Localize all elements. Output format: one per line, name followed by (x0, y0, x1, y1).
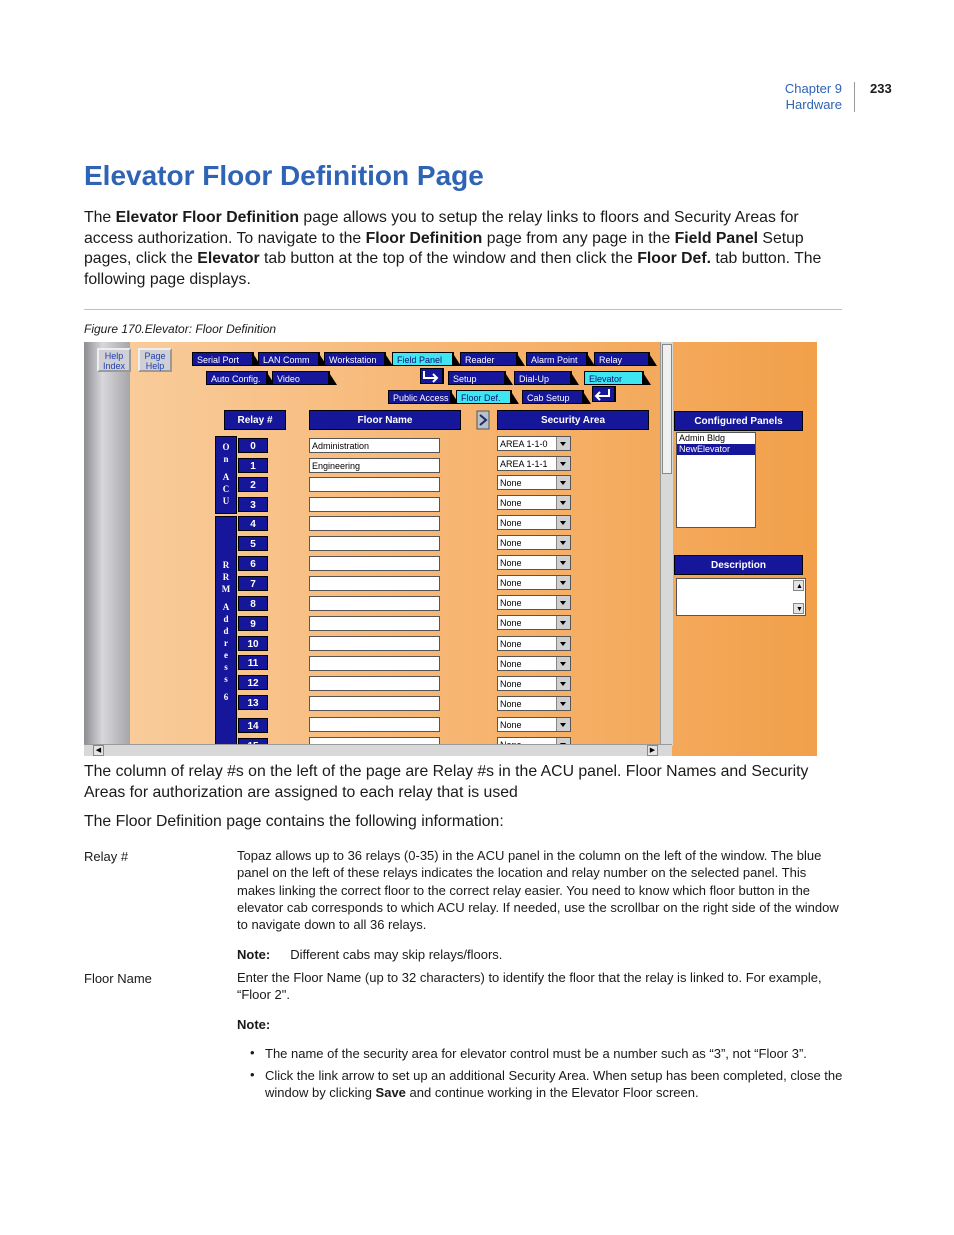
link-arrow-icon[interactable] (476, 410, 490, 430)
bullet-security-area-name: The name of the security area for elevator control must be a number such as “3”, not “Floor 3”. (265, 1046, 807, 1061)
scroll-down-icon[interactable]: ▼ (793, 603, 804, 614)
chevron-down-icon[interactable] (556, 718, 570, 731)
security-area-select[interactable]: AREA 1-1-1 (497, 456, 571, 471)
security-area-select[interactable]: None (497, 475, 571, 490)
relay-number: 7 (238, 576, 268, 591)
security-area-select[interactable]: None (497, 717, 571, 732)
description-header: Description (674, 555, 803, 575)
floor-name-note-label: Note: (237, 1017, 271, 1032)
floor-name-input[interactable] (309, 696, 440, 711)
relay-number: 12 (238, 675, 268, 690)
term-floor-name: Floor Name (84, 971, 152, 986)
list-item[interactable]: NewElevator (677, 444, 755, 455)
header-divider (854, 82, 855, 112)
chevron-down-icon[interactable] (556, 516, 570, 529)
intro-paragraph: The Elevator Floor Definition page allows you to setup the relay links to floors and Security Areas for access authorization. To navigate to the Floor Definition page from any page in the Field Panel Setup pages, click the Elevator tab button at the top of the window and then click the Floor Def. tab button. The following page displays. (84, 209, 822, 288)
scroll-up-icon[interactable]: ▲ (793, 580, 804, 591)
relay-explanation-paragraph: The column of relay #s on the left of the page are Relay #s in the ACU panel. Floor Names and Security Areas for authorization are assigned to each relay that is used (84, 763, 809, 801)
page-help-button[interactable]: Page Help (138, 348, 172, 372)
section-divider (84, 309, 842, 310)
chevron-down-icon[interactable] (556, 556, 570, 569)
security-area-select[interactable]: None (497, 495, 571, 510)
elevator-floor-definition-screenshot (84, 342, 817, 756)
description-textarea[interactable] (676, 578, 806, 616)
floor-name-input[interactable] (309, 556, 440, 571)
floor-name-input[interactable]: Engineering (309, 458, 440, 473)
security-area-select[interactable]: AREA 1-1-0 (497, 436, 571, 451)
chevron-down-icon[interactable] (556, 616, 570, 629)
tab-reader[interactable]: Reader (460, 352, 518, 366)
figure-caption: Figure 170.Elevator: Floor Definition (84, 322, 277, 336)
chevron-down-icon[interactable] (556, 637, 570, 650)
chevron-down-icon[interactable] (556, 576, 570, 589)
floor-name-input[interactable] (309, 576, 440, 591)
relay-column-header: Relay # (224, 410, 286, 430)
chevron-down-icon[interactable] (556, 496, 570, 509)
scrollbar-thumb[interactable] (662, 344, 672, 474)
bullet-link-arrow: Click the link arrow to set up an additional Security Area. When setup has been completed, close the window by clicking Save and continue working in the Elevator Floor screen. (265, 1068, 843, 1100)
relay-number: 2 (238, 477, 268, 492)
floor-name-input[interactable] (309, 536, 440, 551)
relay-number: 1 (238, 458, 268, 473)
section-label: Hardware (785, 97, 842, 112)
relay-number: 8 (238, 596, 268, 611)
vertical-scrollbar[interactable] (660, 342, 673, 746)
security-area-select[interactable]: None (497, 696, 571, 711)
security-area-select[interactable]: None (497, 595, 571, 610)
chevron-down-icon[interactable] (556, 596, 570, 609)
relay-number: 10 (238, 636, 268, 651)
horizontal-scrollbar[interactable] (84, 744, 672, 756)
relay-number: 14 (238, 718, 268, 733)
floor-name-input[interactable] (309, 497, 440, 512)
security-area-column-header: Security Area (497, 410, 649, 430)
help-index-button[interactable]: Help Index (97, 348, 131, 372)
tab-alarm-point[interactable]: Alarm Point (526, 352, 588, 366)
relay-number: 13 (238, 695, 268, 710)
floor-name-column-header: Floor Name (309, 410, 461, 430)
chapter-label: Chapter 9 (784, 81, 842, 96)
tab-public-access[interactable]: Public Access (388, 390, 452, 404)
security-area-select[interactable]: None (497, 555, 571, 570)
tab-relay[interactable]: Relay (594, 352, 650, 366)
return-arrow-icon (421, 369, 441, 383)
relay-number: 11 (238, 655, 268, 670)
security-area-select[interactable]: None (497, 515, 571, 530)
chevron-down-icon[interactable] (556, 457, 570, 470)
return-button[interactable] (592, 386, 616, 402)
relay-number: 5 (238, 536, 268, 551)
tab-serial-port[interactable]: Serial Port (192, 352, 254, 366)
term-relay: Relay # (84, 849, 129, 864)
relay-number: 0 (238, 438, 268, 453)
bullet-marker: • (250, 1045, 255, 1060)
security-area-select[interactable]: None (497, 636, 571, 651)
page-number: 233 (870, 81, 892, 96)
configured-panels-header: Configured Panels (674, 411, 803, 431)
relay-number: 3 (238, 497, 268, 512)
chevron-down-icon[interactable] (556, 536, 570, 549)
security-area-select[interactable]: None (497, 535, 571, 550)
chevron-down-icon[interactable] (556, 437, 570, 450)
floor-name-input[interactable]: Administration (309, 438, 440, 453)
chevron-down-icon[interactable] (556, 476, 570, 489)
tab-setup[interactable]: Setup (448, 371, 506, 385)
tab-lan-comm[interactable]: LAN Comm (258, 352, 320, 366)
scroll-left-icon[interactable]: ◀ (93, 745, 104, 756)
scroll-right-icon[interactable]: ▶ (647, 745, 658, 756)
relay-number: 6 (238, 556, 268, 571)
configured-panels-list[interactable] (676, 432, 756, 528)
chevron-down-icon[interactable] (556, 677, 570, 690)
floor-name-input[interactable] (309, 676, 440, 691)
floor-name-input[interactable] (309, 717, 440, 732)
security-area-select[interactable]: None (497, 656, 571, 671)
tab-floor-def[interactable]: Floor Def. (456, 390, 512, 404)
back-arrow-button[interactable] (420, 368, 444, 384)
tab-video[interactable]: Video (272, 371, 330, 385)
floor-name-input[interactable] (309, 596, 440, 611)
security-area-select[interactable]: None (497, 615, 571, 630)
page-title: Elevator Floor Definition Page (84, 160, 484, 191)
metal-side-panel (84, 342, 130, 756)
floor-name-input[interactable] (309, 656, 440, 671)
tab-auto-config[interactable]: Auto Config. (206, 371, 268, 385)
list-item[interactable]: Admin Bldg (679, 433, 726, 443)
tab-workstation[interactable]: Workstation (324, 352, 386, 366)
chevron-down-icon[interactable] (556, 657, 570, 670)
tab-elevator[interactable]: Elevator (584, 371, 644, 385)
tab-field-panel[interactable]: Field Panel (392, 352, 454, 366)
tab-cab-setup[interactable]: Cab Setup (522, 390, 584, 404)
tab-dial-up[interactable]: Dial-Up (514, 371, 572, 385)
rrm-address-label: R R M A d d r e s s 6 (215, 516, 237, 748)
bullet-marker: • (250, 1067, 255, 1082)
chevron-down-icon[interactable] (556, 697, 570, 710)
floor-name-input[interactable] (309, 616, 440, 631)
floor-name-input[interactable] (309, 516, 440, 531)
relay-number: 9 (238, 616, 268, 631)
relay-number: 4 (238, 516, 268, 531)
security-area-select[interactable]: None (497, 575, 571, 590)
floor-name-description: Enter the Floor Name (up to 32 characters) to identify the floor that the relay is linked to. For example, “Floor 2". (237, 970, 822, 1003)
security-area-select[interactable]: None (497, 676, 571, 691)
relay-description: Topaz allows up to 36 relays (0-35) in the ACU panel in the column on the left of the window. The blue panel on the left of these relays indicates the location and relay number on the selected panel. This makes linking the correct floor to the correct relay easier. You need to know which floor button in the elevator cab corresponds to which ACU relay. If needed, use the scrollbar on the right side of the window to navigate down to all 36 relays. (237, 848, 839, 933)
acu-label: O n A C U (215, 436, 237, 514)
return-arrow-icon (593, 387, 613, 401)
floor-name-input[interactable] (309, 477, 440, 492)
contents-intro-paragraph: The Floor Definition page contains the following information: (84, 813, 504, 830)
relay-note: Note: Different cabs may skip relays/floors. (237, 947, 503, 962)
floor-name-input[interactable] (309, 636, 440, 651)
